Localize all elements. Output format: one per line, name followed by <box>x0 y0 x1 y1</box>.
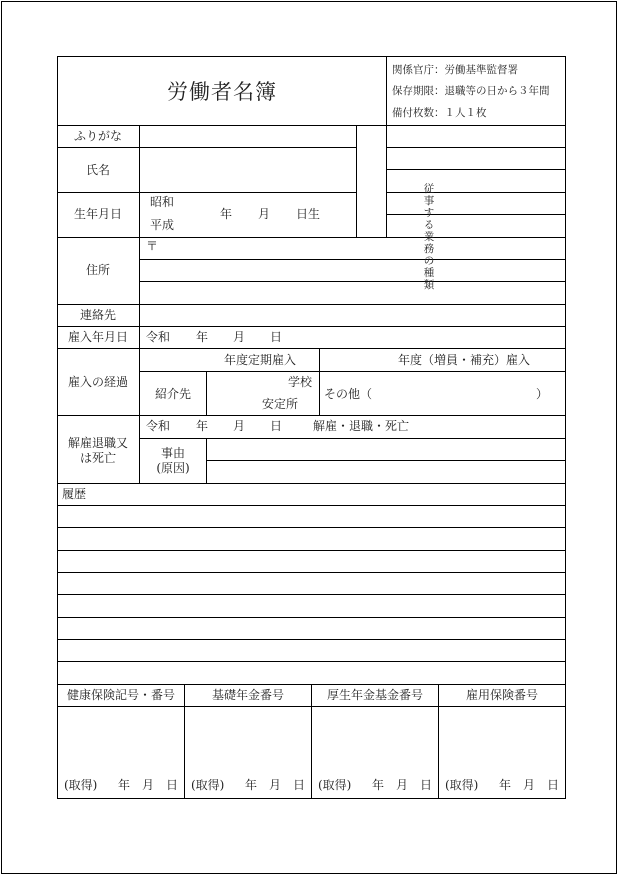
dismissal-label-line1: 解雇退職又 <box>67 436 129 450</box>
divider <box>139 259 565 260</box>
birth-era-showa: 昭和 <box>150 195 175 209</box>
acquired-year-unit: 年 <box>372 778 385 792</box>
employment-insurance-header: 雇用保険番号 <box>465 688 539 702</box>
divider <box>386 57 387 125</box>
divider <box>58 661 565 662</box>
hire-month-unit: 月 <box>233 330 246 344</box>
health-insurance-header: 健康保険記号・番号 <box>66 688 176 702</box>
acquired-day-unit: 日 <box>166 778 179 792</box>
acquired-month-unit: 月 <box>523 778 536 792</box>
divider <box>386 214 565 215</box>
divider <box>58 617 565 618</box>
other-text: その他（ <box>324 387 373 401</box>
dismissal-era: 令和 <box>146 419 171 433</box>
furigana-label: ふりがな <box>73 129 123 143</box>
divider <box>58 192 356 193</box>
divider <box>58 415 565 416</box>
divider <box>206 371 207 415</box>
divider <box>139 281 565 282</box>
address-label: 住所 <box>85 263 111 277</box>
acquired-year-unit: 年 <box>245 778 258 792</box>
history-label: 履歴 <box>62 487 87 501</box>
divider <box>139 237 140 304</box>
birth-date-label: 生年月日 <box>73 207 123 221</box>
divider <box>58 550 565 551</box>
acquired-month-unit: 月 <box>396 778 409 792</box>
divider <box>58 125 565 126</box>
acquired-year-unit: 年 <box>118 778 131 792</box>
divider <box>139 326 140 348</box>
hire-day-unit: 日 <box>270 330 283 344</box>
divider <box>386 192 565 193</box>
name-label: 氏名 <box>85 163 111 177</box>
divider <box>58 348 565 349</box>
acquired-year-unit: 年 <box>499 778 512 792</box>
referral-label: 紹介先 <box>154 387 192 401</box>
welfare-pension-fund-header: 厚生年金基金番号 <box>326 688 424 702</box>
divider <box>139 438 565 439</box>
school-text: 学校 <box>288 375 313 389</box>
divider <box>58 572 565 573</box>
other-close-paren: ） <box>536 387 549 401</box>
divider <box>58 639 565 640</box>
divider <box>356 125 357 237</box>
acquired-day-unit: 日 <box>547 778 560 792</box>
retention-text: 保存期限：退職等の日から３年間 <box>392 85 550 97</box>
hire-year-unit: 年 <box>196 330 209 344</box>
divider <box>184 684 185 798</box>
birth-day-unit: 日生 <box>296 207 321 221</box>
divider <box>58 237 565 238</box>
dismissal-label-line2: は死亡 <box>79 451 117 465</box>
divider <box>139 415 140 483</box>
acquired-day-unit: 日 <box>293 778 306 792</box>
dismissal-kinds: 解雇・退職・死亡 <box>313 419 410 433</box>
worker-register-form <box>57 56 566 799</box>
divider <box>386 125 387 237</box>
divider <box>438 684 439 798</box>
divider <box>206 460 565 461</box>
acquired-label: (取得) <box>445 778 479 792</box>
authority-text: 関係官庁：労働基準監督署 <box>392 64 518 76</box>
acquired-month-unit: 月 <box>142 778 155 792</box>
birth-year-unit: 年 <box>220 207 233 221</box>
job-type-label: 従事する業務の種類 <box>423 183 435 291</box>
dismissal-year-unit: 年 <box>196 419 209 433</box>
acquired-month-unit: 月 <box>269 778 282 792</box>
divider <box>319 348 320 415</box>
divider <box>139 304 140 326</box>
other-hire-text: 年度（増員・補充）雇入 <box>398 353 531 367</box>
hire-date-label: 雇入年月日 <box>67 330 129 344</box>
reason-label-line2: (原因) <box>156 461 190 475</box>
reason-label-line1: 事由 <box>160 446 186 460</box>
hire-era: 令和 <box>146 330 171 344</box>
divider <box>139 125 140 237</box>
acquired-label: (取得) <box>191 778 225 792</box>
birth-month-unit: 月 <box>258 207 271 221</box>
basic-pension-header: 基礎年金番号 <box>211 688 285 702</box>
dismissal-month-unit: 月 <box>233 419 246 433</box>
form-title: 労働者名簿 <box>167 80 277 104</box>
divider <box>58 147 356 148</box>
divider <box>139 371 565 372</box>
regular-hire-text: 年度定期雇入 <box>224 353 297 367</box>
contact-label: 連絡先 <box>79 308 117 322</box>
dismissal-day-unit: 日 <box>270 419 283 433</box>
divider <box>58 326 565 327</box>
divider <box>386 147 565 148</box>
divider <box>58 483 565 484</box>
copies-text: 備付枚数：１人１枚 <box>392 107 487 119</box>
acquired-day-unit: 日 <box>420 778 433 792</box>
divider <box>386 169 565 170</box>
acquired-label: (取得) <box>64 778 98 792</box>
divider <box>58 304 565 305</box>
divider <box>311 684 312 798</box>
divider <box>58 505 565 506</box>
divider <box>58 527 565 528</box>
divider <box>58 594 565 595</box>
acquired-label: (取得) <box>318 778 352 792</box>
divider <box>139 348 140 415</box>
employment-office-text: 安定所 <box>262 397 299 411</box>
postal-mark: 〒 <box>146 239 159 253</box>
birth-era-heisei: 平成 <box>150 218 175 232</box>
hire-process-label: 雇入の経過 <box>67 375 129 389</box>
